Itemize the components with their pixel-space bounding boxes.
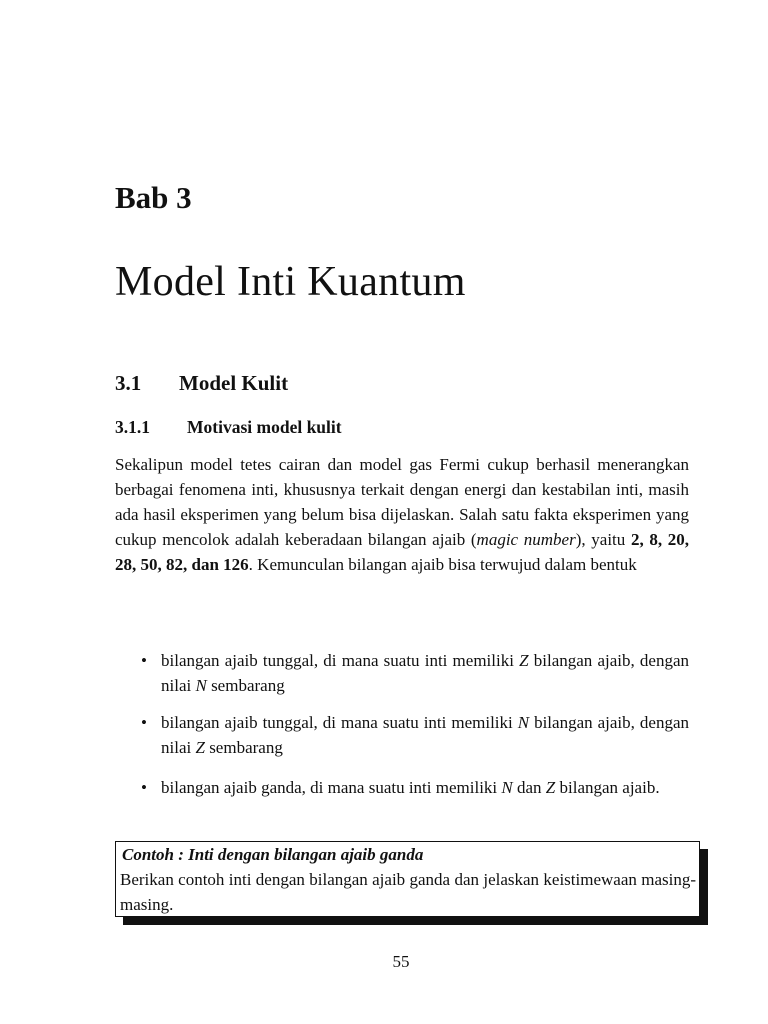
magic-numbers: 2, 8, 20, 28, 50, 82, dan 126: [115, 530, 690, 574]
page-number: 55: [392, 952, 410, 971]
paragraph-italic-term: magic number: [476, 530, 576, 549]
bullet-icon: •: [141, 713, 147, 732]
bullet-variable: Z: [545, 778, 556, 797]
bullet-text: bilangan ajaib ganda, di mana suatu inti memiliki: [161, 778, 502, 797]
paragraph-text-1: Sekalipun model tetes cairan dan model gas Fermi cukup berhasil menerangkan berbagai fenomena inti, khususnya terkait dengan energi dan kestabilan inti, masih ada hasil eksperimen yang belum bisa dijelaskan. Salah satu fakta eksperimen yang cukup mencolok adalah keberadaan bilangan ajaib (: [115, 455, 689, 549]
bullet-variable: N: [517, 713, 530, 732]
bullet-icon: •: [141, 651, 147, 670]
bullet-variable: N: [501, 778, 513, 797]
subsection-title: Motivasi model kulit: [187, 417, 342, 437]
paragraph-text-2: ), yaitu: [575, 530, 631, 549]
list-item: [141, 775, 689, 800]
bullet-text: bilangan ajaib tunggal, di mana suatu inti memiliki: [161, 713, 518, 732]
bullet-text: dan: [512, 778, 546, 797]
bullet-variable: Z: [195, 738, 205, 757]
subsection-heading: [115, 414, 342, 440]
bullet-text: bilangan ajaib, dengan nilai: [161, 651, 689, 695]
list-item: [141, 648, 689, 698]
section-title: Model Kulit: [179, 371, 289, 395]
example-body: Berikan contoh inti dengan bilangan ajaib ganda dan jelaskan keistimewaan masing-masing.: [120, 870, 696, 914]
bullet-text: bilangan ajaib, dengan nilai: [161, 713, 689, 757]
body-paragraph: [115, 452, 689, 577]
bullet-variable: N: [195, 676, 207, 695]
subsection-number: 3.1.1: [115, 417, 150, 437]
bullet-variable: Z: [519, 651, 529, 670]
bullet-text: sembarang: [204, 738, 283, 757]
bullet-text: sembarang: [206, 676, 285, 695]
bullet-text: bilangan ajaib.: [555, 778, 660, 797]
chapter-title: Model Inti Kuantum: [115, 259, 466, 305]
bullet-icon: •: [141, 778, 147, 797]
paragraph-text-3: . Kemunculan bilangan ajaib bisa terwujud dalam bentuk: [248, 555, 637, 574]
bullet-text: bilangan ajaib tunggal, di mana suatu inti memiliki: [161, 651, 520, 670]
list-item: [141, 710, 689, 760]
example-box: [115, 841, 700, 917]
chapter-label: Bab 3: [115, 180, 192, 215]
section-heading: [115, 368, 288, 398]
example-title: Contoh : Inti dengan bilangan ajaib ganda: [122, 845, 424, 864]
section-number: 3.1: [115, 371, 142, 395]
